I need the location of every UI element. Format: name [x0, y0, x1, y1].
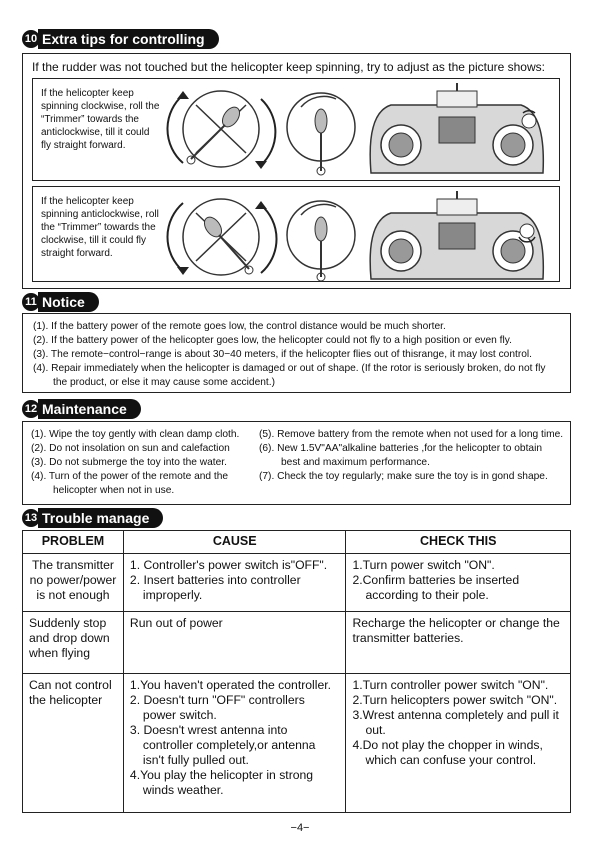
maintenance-item: (7). Check the toy regularly; make sure the toy is in gond shape. — [259, 471, 548, 482]
section-title: Trouble manage — [38, 508, 163, 528]
page-number: −4− — [290, 822, 310, 834]
problem-cell: Can not control the helicopter — [23, 674, 124, 813]
check-line: Recharge the helicopter or change the transmitter batteries. — [352, 616, 560, 645]
tip-clockwise — [32, 78, 560, 181]
maintenance-item: (5). Remove battery from the remote when not used for a long time. — [259, 429, 564, 440]
check-cell — [346, 612, 571, 674]
maintenance-left-column — [31, 428, 266, 498]
header-cause: CAUSE — [123, 531, 346, 554]
maintenance-item: (2). Do not insolation on sun and calefaction — [31, 443, 230, 454]
check-line: 3.Wrest antenna completely and pull it out. — [352, 708, 559, 737]
cause-line: 1. Controller's power switch is"OFF". — [129, 558, 328, 572]
check-cell — [346, 554, 571, 612]
cause-line: Run out of power — [129, 616, 223, 630]
header-check: CHECK THIS — [346, 531, 571, 554]
check-line: 2.Confirm batteries be inserted according to their pole. — [352, 573, 520, 602]
check-line: 2.Turn helicopters power switch "ON". — [352, 693, 558, 707]
table-row — [23, 554, 571, 612]
section-header-trouble — [22, 508, 163, 528]
maintenance-item: (3). Do not submerge the toy into the water. — [31, 457, 227, 468]
cause-cell — [123, 612, 346, 674]
section-number: 10 — [22, 30, 40, 48]
cause-line: 1.You haven't operated the controller. — [129, 678, 332, 692]
check-cell — [346, 674, 571, 813]
section-header-notice — [22, 292, 99, 312]
section-number: 13 — [22, 509, 40, 527]
maintenance-item: (1). Wipe the toy gently with clean damp cloth. — [31, 429, 240, 440]
cause-line: 4.You play the helicopter in strong winds weather. — [129, 768, 314, 797]
problem-cell: The transmitter no power/power is not enough — [23, 554, 124, 612]
check-line: 4.Do not play the chopper in winds, which can confuse your control. — [352, 738, 543, 767]
notice-item: (1). If the battery power of the remote goes low, the control distance would be much shorter. — [33, 321, 446, 332]
cause-line: 2. Doesn't turn "OFF" controllers power switch. — [129, 693, 305, 722]
maintenance-item: (4). Turn of the power of the remote and the helicopter when not in use. — [31, 471, 229, 496]
table-header-row — [23, 531, 571, 554]
section-title: Extra tips for controlling — [38, 29, 219, 49]
notice-item: (3). The remote−control−range is about 30−40 meters, if the helicopter flies out of thisrange, it may lost control. — [33, 349, 532, 360]
tip-text: If the helicopter keep spinning clockwise, roll the “Trimmer” towards the anticlockwise, till it could fly straight forward. — [41, 88, 160, 151]
table-row — [23, 612, 571, 674]
tip-text: If the helicopter keep spinning anticlockwise, roll the “Trimmer” towards the clockwise, till it could fly straight forward. — [41, 196, 159, 259]
maintenance-box — [22, 421, 571, 505]
tips-box — [22, 53, 571, 289]
notice-list — [23, 314, 570, 396]
cause-line: 2. Insert batteries into controller improperly. — [129, 573, 301, 602]
check-line: 1.Turn power switch "ON". — [352, 558, 495, 572]
check-line: 1.Turn controller power switch "ON". — [352, 678, 549, 692]
section-title: Notice — [38, 292, 99, 312]
tip-anticlockwise — [32, 186, 560, 282]
table-row — [23, 674, 571, 813]
cause-line: 3. Doesn't wrest antenna into controller completely,or antenna isn't fully pulled out. — [129, 723, 316, 767]
maintenance-item: (6). New 1.5V"AA"alkaline batteries ,for the helicopter to obtain best and maximum performance. — [259, 443, 543, 468]
cause-cell — [123, 554, 346, 612]
maintenance-right-column — [259, 428, 564, 484]
trouble-table — [22, 530, 571, 813]
header-problem: PROBLEM — [23, 531, 124, 554]
trimmer-illustration-anticlockwise — [161, 191, 553, 283]
section-header-tips — [22, 29, 219, 49]
section-number: 12 — [22, 400, 40, 418]
notice-box — [22, 313, 571, 393]
section-number: 11 — [22, 293, 40, 311]
section-header-maintenance — [22, 399, 141, 419]
tips-intro: If the rudder was not touched but the helicopter keep spinning, try to adjust as the picture shows: — [32, 60, 545, 74]
problem-cell: Suddenly stop and drop down when flying — [23, 612, 124, 674]
trimmer-illustration-clockwise — [161, 83, 553, 179]
notice-item: (2). If the battery power of the helicopter goes low, the helicopter could not fly to a high position or even fly. — [33, 335, 512, 346]
notice-item: (4). Repair immediately when the helicopter is damaged or out of shape. (If the rotor is seriously broken, do not fly the product, or else it may cause some accident.) — [33, 363, 546, 388]
section-title: Maintenance — [38, 399, 141, 419]
cause-cell — [123, 674, 346, 813]
